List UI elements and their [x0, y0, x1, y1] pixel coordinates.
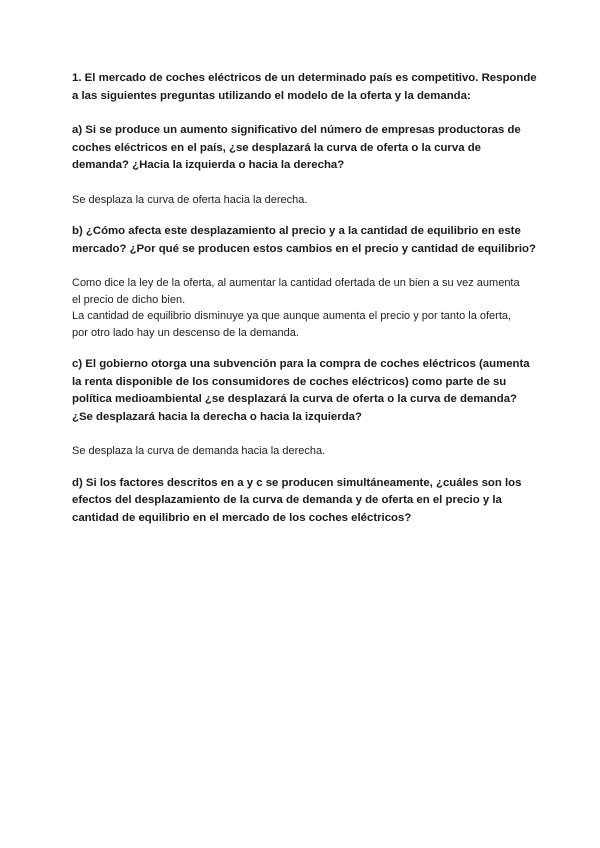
answer-line: por otro lado hay un descenso de la demanda.: [72, 326, 299, 339]
heading-line: a las siguientes preguntas utilizando el modelo de la oferta y la demanda:: [72, 89, 471, 102]
answer-line: Como dice la ley de la oferta, al aumentar la cantidad ofertada de un bien a su vez aumenta: [72, 277, 520, 289]
question-c: [72, 356, 532, 426]
answer-c: [72, 443, 532, 460]
question-line: ¿Se desplazará hacia la derecha o hacia la izquierda?: [72, 410, 362, 423]
answer-line: Se desplaza la curva de oferta hacia la derecha.: [72, 193, 308, 206]
question-line: política medioambiental ¿se desplazará la curva de oferta o la curva de demanda?: [72, 393, 518, 405]
question-line: la renta disponible de los consumidores de coches eléctricos) como parte de su: [72, 375, 507, 388]
question-line: demanda? ¿Hacia la izquierda o hacia la derecha?: [72, 159, 345, 171]
answer-line: La cantidad de equilibrio disminuye ya que aunque aumenta el precio y por tanto la oferta,: [72, 310, 512, 322]
document-content: [72, 70, 537, 527]
question-d: [72, 475, 532, 528]
question-b: [72, 223, 536, 258]
question-line: efectos del desplazamiento de la curva de demanda y de oferta en el precio y la: [72, 494, 502, 506]
answer-line: Se desplaza la curva de demanda hacia la derecha.: [72, 445, 326, 457]
question-line: d) Si los factores descritos en a y c se producen simultáneamente, ¿cuáles son los: [72, 476, 522, 489]
exercise-heading: [72, 70, 537, 105]
question-line: coches eléctricos en el país, ¿se desplazará la curva de oferta o la curva de: [72, 141, 481, 154]
answer-line: el precio de dicho bien.: [72, 293, 186, 306]
heading-line: 1. El mercado de coches eléctricos de un determinado país es competitivo. Responde: [72, 72, 537, 84]
answer-b: [72, 275, 532, 341]
question-line: b) ¿Cómo afecta este desplazamiento al precio y a la cantidad de equilibrio en este: [72, 225, 521, 237]
question-line: a) Si se produce un aumento significativo del número de empresas productoras de: [72, 124, 521, 136]
question-a: [72, 122, 532, 175]
question-line: c) El gobierno otorga una subvención para la compra de coches eléctricos (aumenta: [72, 358, 530, 370]
question-line: mercado? ¿Por qué se producen estos cambios en el precio y cantidad de equilibrio?: [72, 242, 536, 255]
answer-a: [72, 192, 532, 209]
question-line: cantidad de equilibrio en el mercado de los coches eléctricos?: [72, 511, 412, 524]
